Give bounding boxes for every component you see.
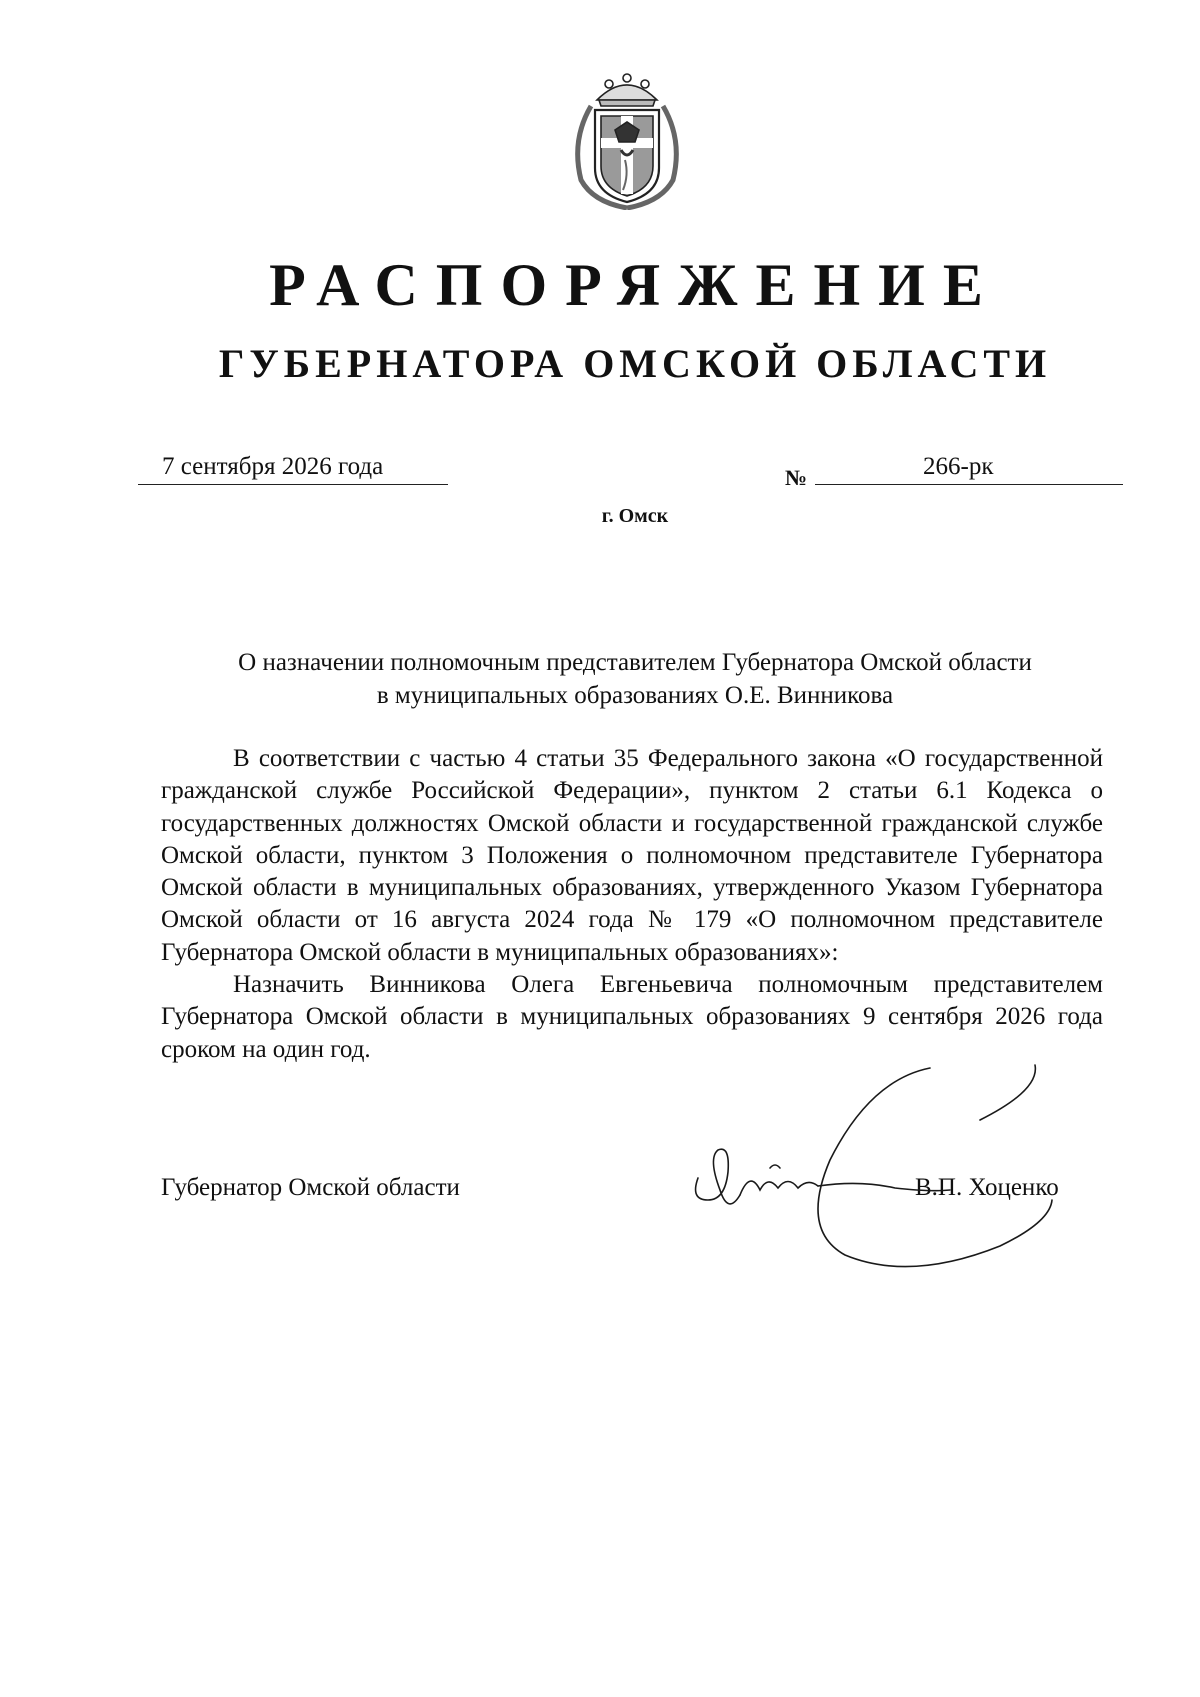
subject-line-2: в муниципальных образованиях О.Е. Винникова [376, 682, 894, 709]
signatory-name: В.П. Хоценко [915, 1174, 1059, 1201]
handwritten-signature-icon [680, 1050, 1060, 1270]
document-number: 266-рк [923, 453, 994, 480]
document-body [161, 743, 1103, 1066]
body-paragraph-1: В соответствии с частью 4 статьи 35 Федерального закона «О государственной гражданской службе Российской Федерации», пунктом 2 статьи 6.1 Кодекса о государственных должностях Омской области и государственной гражданской службе Омской области, пунктом 3 Положения о полномочном представителе Губернатора Омской области в муниципальных образованиях, утвержденного Указом Губернатора Омской области от 16 августа 2024 года № 179 «О полномочном представителе Губернатора Омской области в муниципальных образованиях»: [161, 745, 1103, 966]
document-subtitle: ГУБЕРНАТОРА ОМСКОЙ ОБЛАСТИ [218, 341, 1052, 386]
coat-of-arms-icon [569, 70, 685, 210]
document-title: РАСПОРЯЖЕНИЕ [269, 252, 1001, 318]
number-sign: № [785, 465, 808, 490]
document-city: г. Омск [601, 505, 669, 527]
document-date: 7 сентября 2026 года [162, 453, 384, 480]
document-date-field [138, 450, 448, 485]
document-subject [160, 646, 1110, 712]
subject-line-1: О назначении полномочным представителем Губернатора Омской области [238, 649, 1032, 676]
signatory-position: Губернатор Омской области [161, 1174, 460, 1201]
body-paragraph-2: Назначить Винникова Олега Евгеньевича полномочным представителем Губернатора Омской области в муниципальных образованиях 9 сентября 2026 года сроком на один год. [161, 971, 1103, 1063]
document-number-field [815, 450, 1123, 485]
